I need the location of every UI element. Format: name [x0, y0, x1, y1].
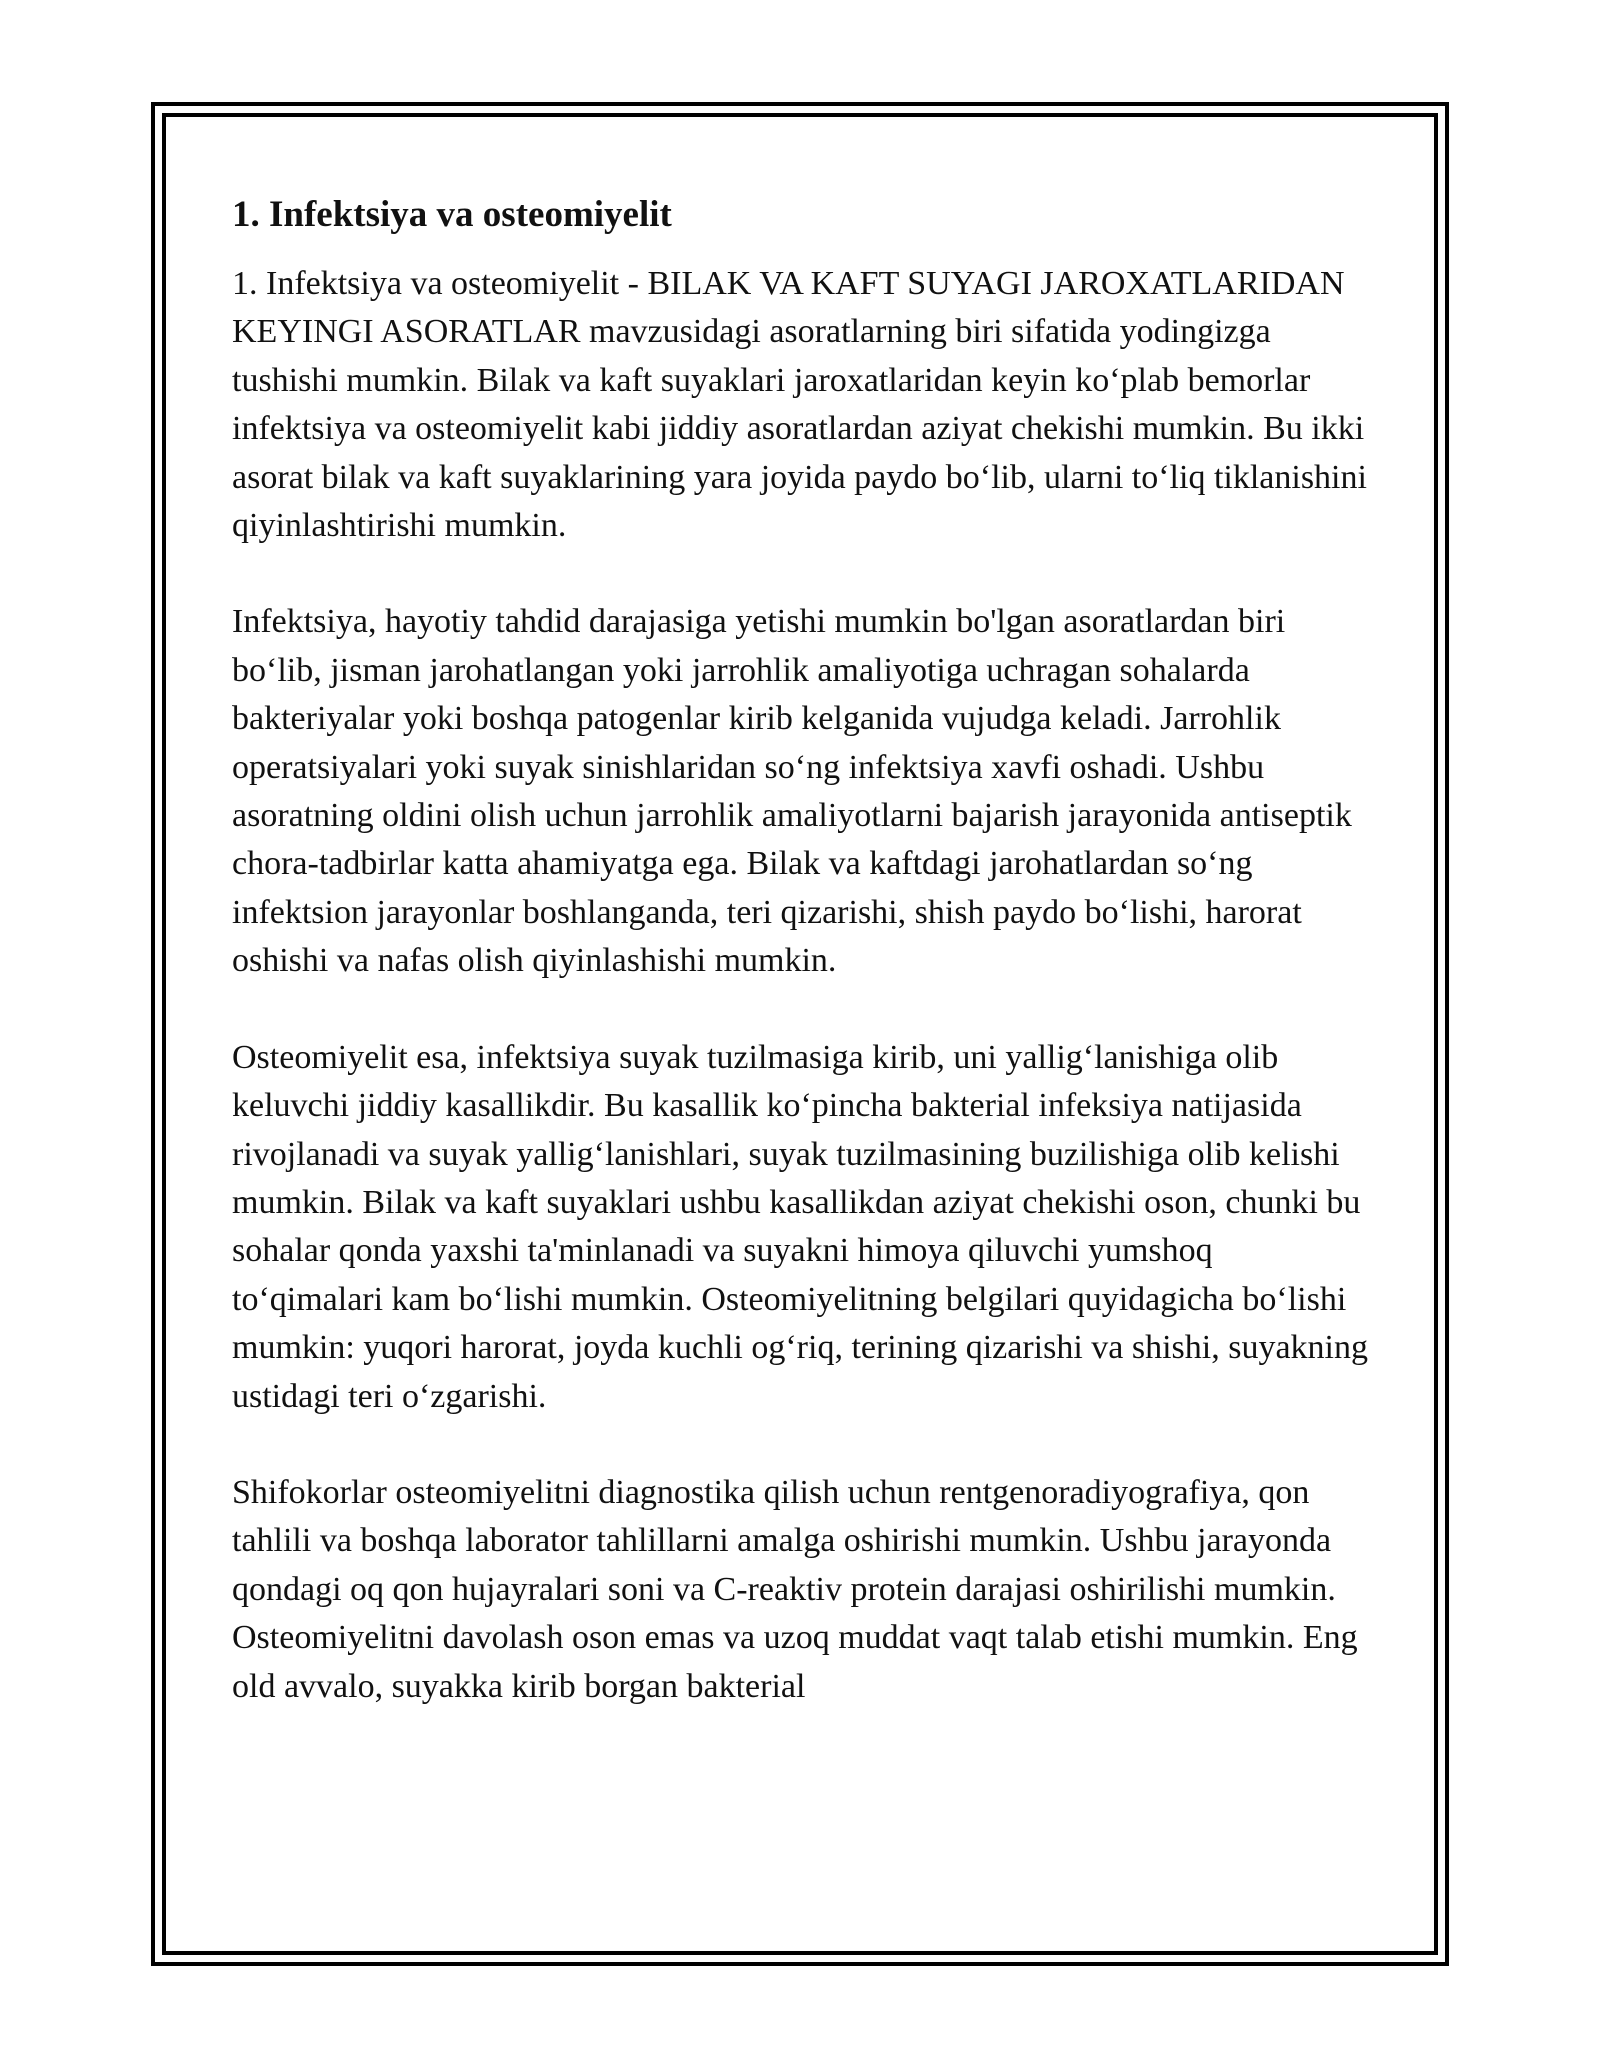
paragraph-intro: 1. Infektsiya va osteomiyelit - BILAK VA KAFT SUYAGI JAROXATLARIDAN KEYINGI ASORATLAR mavzusidagi asoratlarning biri sifatida yodingizga tushishi mumkin. Bilak va kaft suyaklari jaroxatlaridan keyin ko‘plab bemorlar infektsiya va osteomiyelit kabi jiddiy asoratlardan aziyat chekishi mumkin. Bu ikki asorat bilak va kaft suyaklarining yara joyida paydo bo‘lib, ularni to‘liq tiklanishini qiyinlashtirishi mumkin. [232, 265, 1367, 545]
paragraph-diagnosis: Shifokorlar osteomiyelitni diagnostika qilish uchun rentgenoradiyografiya, qon tahlili va boshqa laborator tahlillarni amalga oshirishi mumkin. Ushbu jarayonda qondagi oq qon hujayralari soni va C-reaktiv protein darajasi oshirilishi mumkin. Osteomiyelitni davolash oson emas va uzoq muddat vaqt talab etishi mumkin. Eng old avvalo, suyakka kirib borgan bakterial [232, 1473, 1358, 1705]
document-body [232, 190, 1372, 1711]
paragraph-osteomyelitis: Osteomiyelit esa, infektsiya suyak tuzilmasiga kirib, uni yallig‘lanishiga olib keluvchi jiddiy kasallikdir. Bu kasallik ko‘pincha bakterial infeksiya natijasida rivojlanadi va suyak yallig‘lanishlari, suyak tuzilmasining buzilishiga olib kelishi mumkin. Bilak va kaft suyaklari ushbu kasallikdan aziyat chekishi oson, chunki bu sohalar qonda yaxshi ta'minlanadi va suyakni himoya qiluvchi yumshoq to‘qimalari kam bo‘lishi mumkin. Osteomiyelitning belgilari quyidagicha bo‘lishi mumkin: yuqori harorat, joyda kuchli og‘riq, terining qizarishi va shishi, suyakning ustidagi teri o‘zgarishi. [232, 1038, 1368, 1415]
paragraph-infection: Infektsiya, hayotiy tahdid darajasiga yetishi mumkin bo'lgan asoratlardan biri bo‘lib, jisman jarohatlangan yoki jarrohlik amaliyotiga uchragan sohalarda bakteriyalar yoki boshqa patogenlar kirib kelganida vujudga keladi. Jarrohlik operatsiyalari yoki suyak sinishlaridan so‘ng infektsiya xavfi oshadi. Ushbu asoratning oldini olish uchun jarrohlik amaliyotlarni bajarish jarayonida antiseptik chora-tadbirlar katta ahamiyatga ega. Bilak va kaftdagi jarohatlardan so‘ng infektsion jarayonlar boshlanganda, teri qizarishi, shish paydo bo‘lishi, harorat oshishi va nafas olish qiyinlashishi mumkin. [232, 603, 1352, 980]
section-heading: 1. Infektsiya va osteomiyelit [232, 194, 672, 235]
